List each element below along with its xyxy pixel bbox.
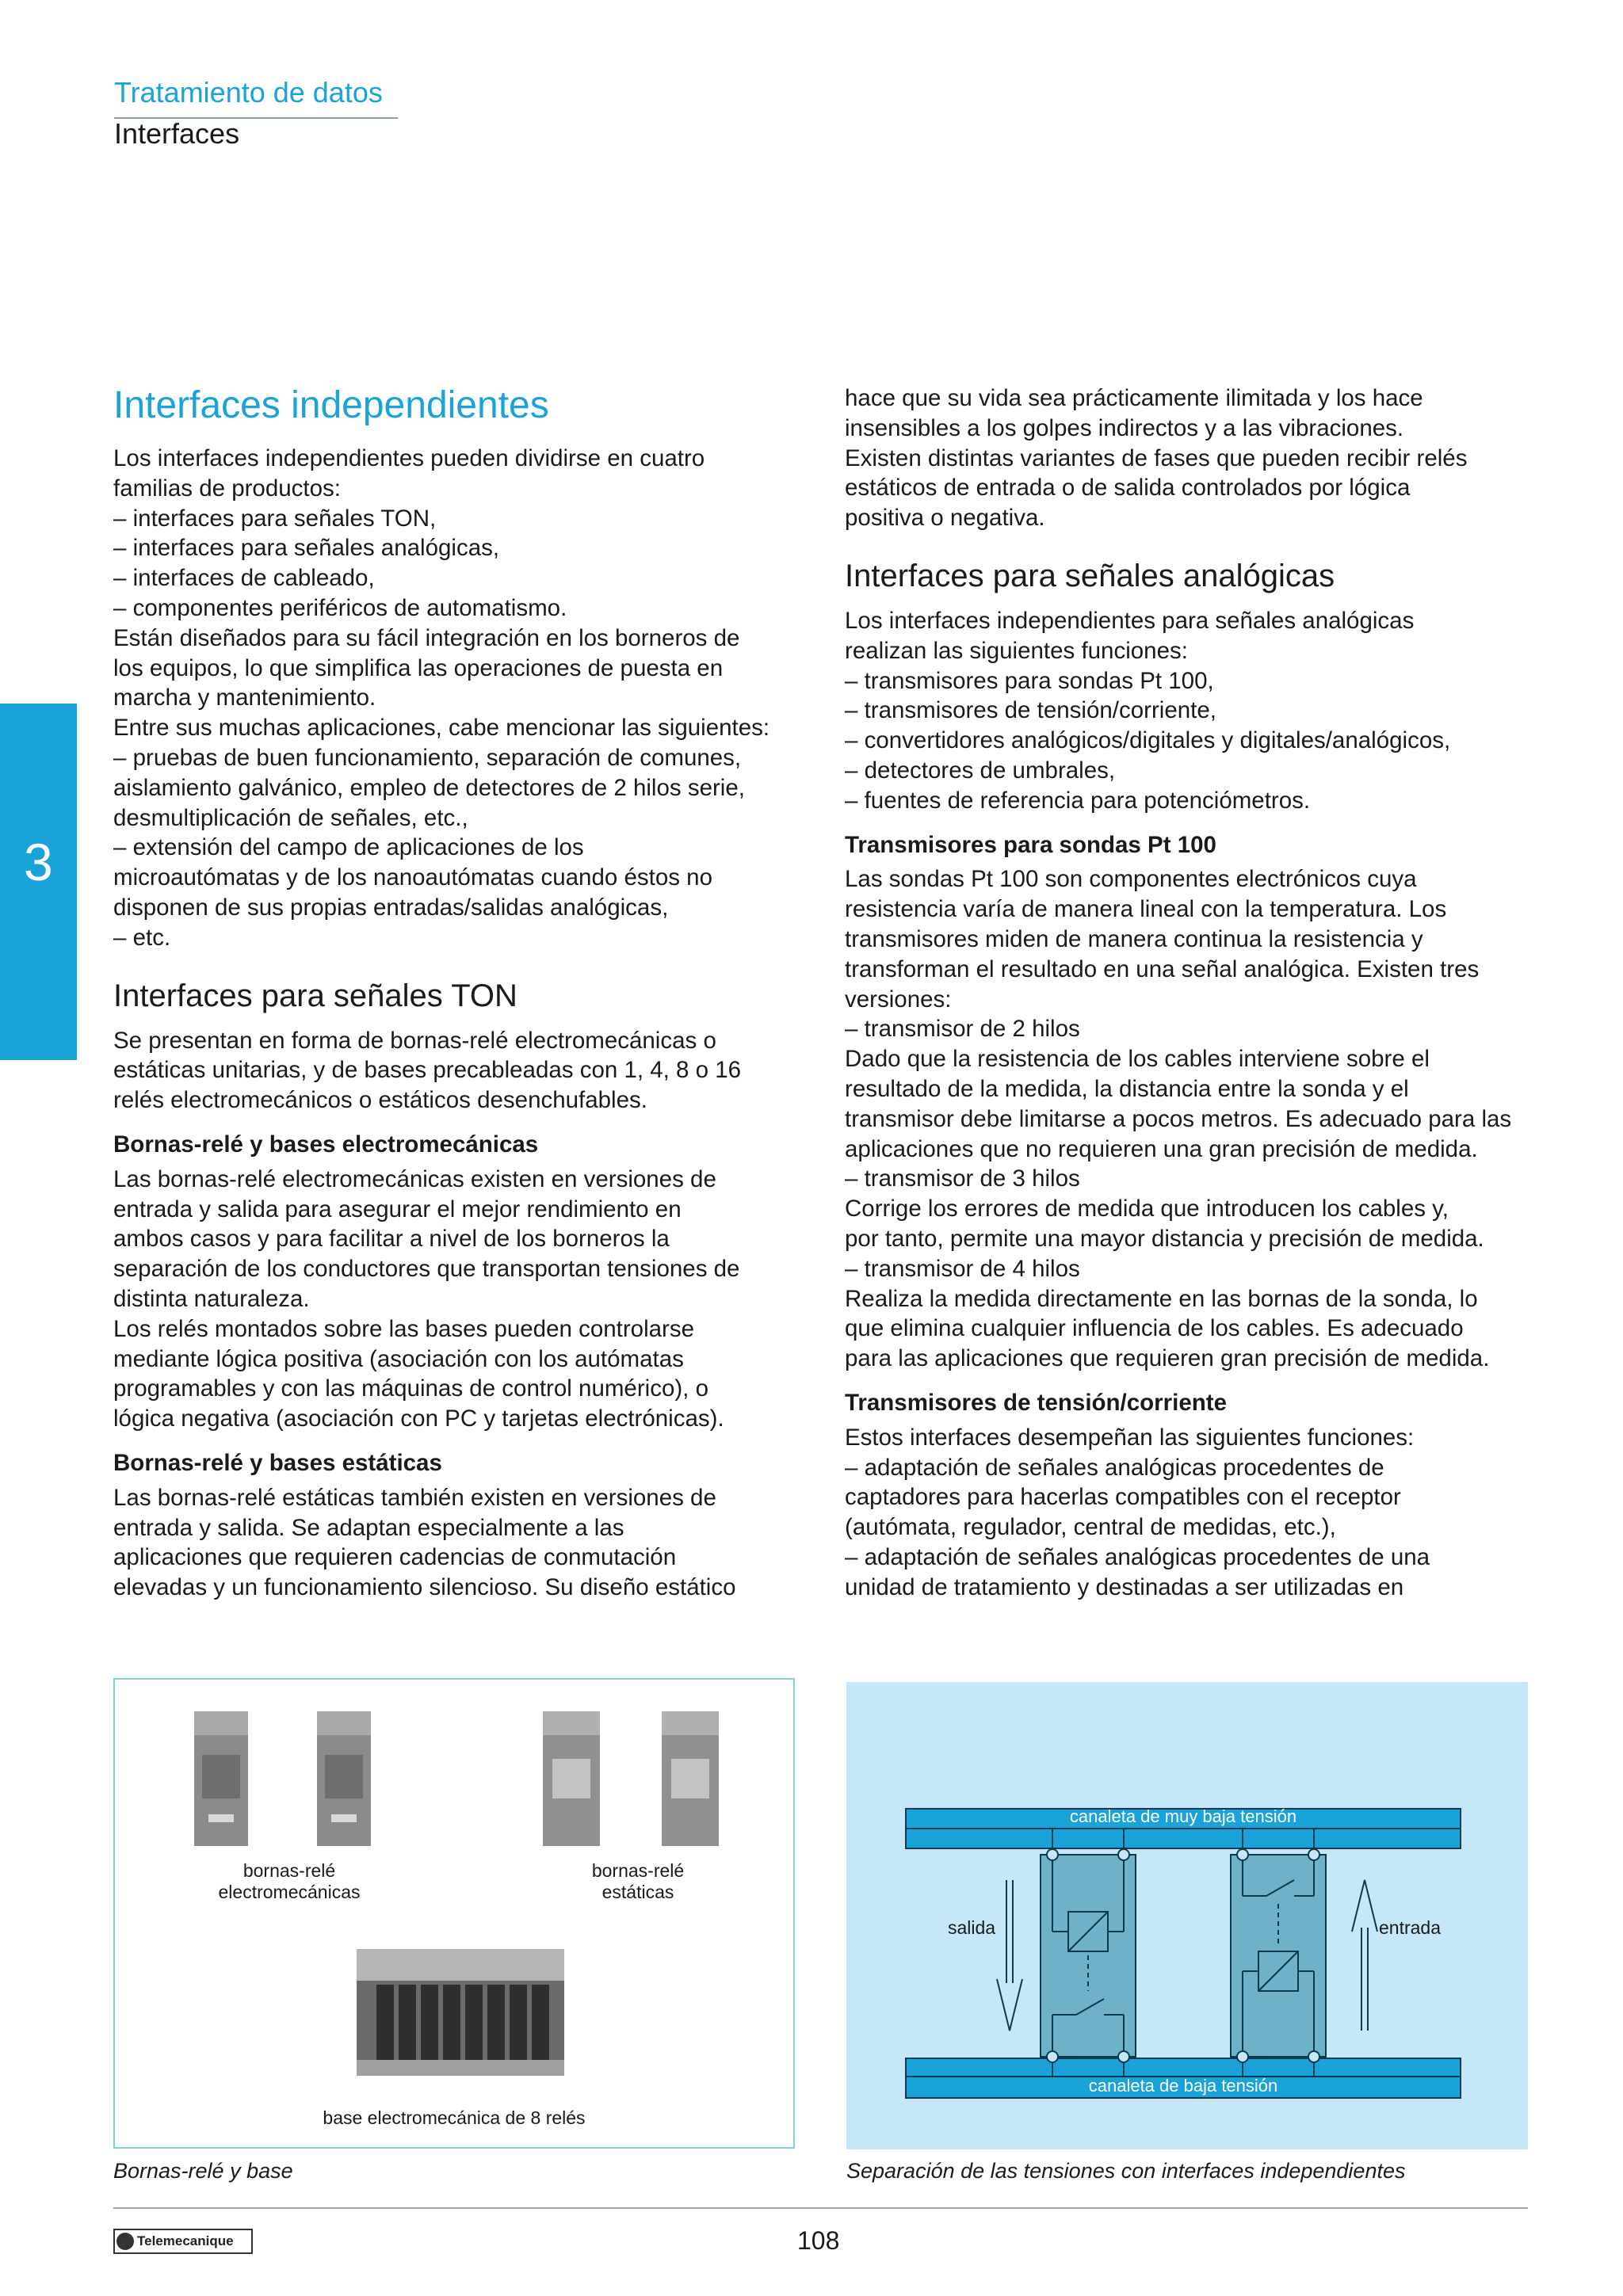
- text-line: Los interfaces independientes pueden dividirse en cuatro: [113, 445, 705, 471]
- footer-divider: [113, 2207, 1528, 2209]
- text-line: – transmisores de tensión/corriente,: [845, 697, 1216, 724]
- text-line: Las bornas-relé estáticas también existen en versiones de: [113, 1484, 716, 1511]
- text-line: elevadas y un funcionamiento silencioso. Su diseño estático: [113, 1574, 736, 1601]
- input-arrow-icon: [1352, 1880, 1377, 2031]
- text-line: Realiza la medida directamente en las bornas de la sonda, lo: [845, 1285, 1478, 1312]
- text-line: hace que su vida sea prácticamente ilimitada y los hace: [845, 385, 1423, 411]
- text-line: – pruebas de buen funcionamiento, separación de comunes,: [113, 744, 742, 771]
- text-line: Entre sus muchas aplicaciones, cabe mencionar las siguientes:: [113, 715, 770, 742]
- text-line: los equipos, lo que simplifica las operaciones de puesta en: [113, 654, 724, 681]
- text-line: Las bornas-relé electromecánicas existen en versiones de: [113, 1165, 716, 1192]
- figure-right-caption: Separación de las tensiones con interfaces independientes: [846, 2159, 1406, 2183]
- text-line: Las sondas Pt 100 son componentes electrónicos cuya: [845, 866, 1417, 893]
- text-line: – componentes periféricos de automatismo.: [113, 594, 567, 621]
- main-heading: Interfaces independientes: [113, 384, 549, 426]
- static-paragraph: [113, 1483, 795, 1603]
- brand-mark-icon: [116, 2233, 134, 2250]
- output-interface: [1041, 1829, 1136, 2077]
- text-line: Los relés montados sobre las bases pueden controlarse: [113, 1315, 695, 1342]
- text-line: – interfaces de cableado,: [113, 565, 375, 592]
- text-line: lógica negativa (asociación con PC y tarjetas electrónicas).: [113, 1405, 724, 1432]
- text-line: disponen de sus propias entradas/salidas analógicas,: [113, 894, 669, 921]
- text-line: versiones:: [845, 986, 952, 1013]
- text-line: insensibles a los golpes indirectos y a las vibraciones.: [845, 414, 1404, 441]
- text-line: transmisor debe limitarse a pocos metros. Es adecuado para las: [845, 1105, 1512, 1132]
- text-line: programables y con las máquinas de control numérico), o: [113, 1375, 708, 1402]
- analog-paragraph: [845, 606, 1526, 816]
- continued-paragraph: [845, 383, 1526, 533]
- label-base: base electromecánica de 8 relés: [323, 2107, 586, 2128]
- text-line: Dado que la resistencia de los cables interviene sobre el: [845, 1046, 1430, 1073]
- chapter-number: 3: [24, 833, 53, 891]
- figure-left-caption: Bornas-relé y base: [113, 2159, 293, 2183]
- bottom-channel-label: canaleta de baja tensión: [1088, 2076, 1278, 2096]
- output-label: salida: [948, 1917, 996, 1938]
- text-line: – transmisor de 3 hilos: [845, 1165, 1080, 1192]
- text-line: separación de los conductores que transportan tensiones de: [113, 1256, 740, 1283]
- text-line: estáticos de entrada o de salida controlados por lógica: [845, 475, 1411, 502]
- text-line: Se presentan en forma de bornas-relé electromecánicas o: [113, 1027, 716, 1054]
- subsection-title: Interfaces: [114, 117, 240, 150]
- text-line: aplicaciones que no requieren una gran precisión de medida.: [845, 1135, 1478, 1162]
- right-column: [845, 383, 1526, 1602]
- text-line: resultado de la medida, la distancia entre la sonda y el: [845, 1075, 1409, 1102]
- text-line: – etc.: [113, 924, 171, 951]
- text-line: relés electromecánicos o estáticos desenchufables.: [113, 1087, 647, 1114]
- text-line: entrada y salida. Se adaptan especialmente a las: [113, 1514, 624, 1541]
- ton-paragraph: [113, 1026, 795, 1116]
- output-arrow-icon: [997, 1880, 1022, 2031]
- text-line: entrada y salida para asegurar el mejor rendimiento en: [113, 1196, 682, 1222]
- text-line: – convertidores analógicos/digitales y digitales/analógicos,: [845, 727, 1451, 754]
- tension-paragraph: [845, 1423, 1526, 1603]
- text-line: Están diseñados para su fácil integración en los borneros de: [113, 624, 740, 651]
- text-line: desmultiplicación de señales, etc.,: [113, 804, 468, 831]
- label-electromechanical: bornas-relé electromecánicas: [218, 1860, 361, 1902]
- text-line: – detectores de umbrales,: [845, 757, 1116, 784]
- text-line: resistencia varía de manera lineal con la temperatura. Los: [845, 896, 1447, 923]
- ton-heading: Interfaces para señales TON: [113, 978, 517, 1013]
- text-line: – transmisor de 4 hilos: [845, 1255, 1080, 1282]
- text-line: realizan las siguientes funciones:: [845, 637, 1188, 664]
- text-line: – interfaces para señales analógicas,: [113, 535, 500, 562]
- brand-logo: Telemecanique: [113, 2229, 253, 2254]
- electromechanical-relay-image: [194, 1711, 371, 1846]
- relay-figure: [113, 1678, 795, 2149]
- text-line: – fuentes de referencia para potenciómetros.: [845, 787, 1311, 814]
- text-line: captadores para hacerlas compatibles con el receptor: [845, 1484, 1401, 1511]
- section-title: Tratamiento de datos: [114, 76, 383, 109]
- text-line: estáticas unitarias, y de bases precableadas con 1, 4, 8 o 16: [113, 1057, 742, 1084]
- pt100-paragraph: [845, 864, 1526, 1374]
- text-line: familias de productos:: [113, 475, 341, 502]
- text-line: distinta naturaleza.: [113, 1285, 310, 1312]
- pt100-heading: Transmisores para sondas Pt 100: [845, 831, 1216, 858]
- text-line: por tanto, permite una mayor distancia y precisión de medida.: [845, 1225, 1484, 1252]
- text-line: unidad de tratamiento y destinadas a ser utilizadas en: [845, 1573, 1404, 1600]
- text-line: marcha y mantenimiento.: [113, 685, 376, 711]
- text-line: aplicaciones que requieren cadencias de conmutación: [113, 1544, 677, 1571]
- analog-heading: Interfaces para señales analógicas: [845, 558, 1335, 593]
- text-line: que elimina cualquier influencia de los cables. Es adecuado: [845, 1315, 1464, 1342]
- text-line: aislamiento galvánico, empleo de detectores de 2 hilos serie,: [113, 774, 745, 801]
- label-static: bornas-relé estáticas: [591, 1860, 685, 1902]
- text-line: mediante lógica positiva (asociación con los autómatas: [113, 1345, 684, 1372]
- left-column: [113, 383, 795, 1603]
- text-line: transforman el resultado en una señal analógica. Existen tres: [845, 955, 1480, 982]
- separation-diagram: [846, 1682, 1528, 2149]
- relay-base-image: [357, 1949, 564, 2076]
- top-channel-label: canaleta de muy baja tensión: [1069, 1806, 1297, 1826]
- intro-paragraph: [113, 444, 795, 953]
- input-interface: [1231, 1829, 1326, 2077]
- static-relay-image: [543, 1711, 719, 1846]
- text-line: Los interfaces independientes para señales analógicas: [845, 607, 1415, 634]
- text-line: – extensión del campo de aplicaciones de los: [113, 834, 584, 861]
- text-line: Corrige los errores de medida que introducen los cables y,: [845, 1196, 1449, 1222]
- text-line: – adaptación de señales analógicas procedentes de una: [845, 1543, 1430, 1570]
- text-line: – transmisores para sondas Pt 100,: [845, 667, 1214, 694]
- text-line: ambos casos y para facilitar a nivel de los borneros la: [113, 1226, 670, 1253]
- electro-heading: Bornas-relé y bases electromecánicas: [113, 1131, 539, 1158]
- text-line: microautómatas y de los nanoautómatas cuando éstos no: [113, 864, 712, 891]
- text-line: – transmisor de 2 hilos: [845, 1016, 1080, 1043]
- text-line: positiva o negativa.: [845, 505, 1045, 532]
- electro-paragraph: [113, 1165, 795, 1434]
- static-heading: Bornas-relé y bases estáticas: [113, 1449, 442, 1476]
- text-line: transmisores miden de manera continua la resistencia y: [845, 925, 1423, 952]
- text-line: Existen distintas variantes de fases que pueden recibir relés: [845, 444, 1468, 471]
- text-line: – interfaces para señales TON,: [113, 505, 437, 532]
- text-line: (autómata, regulador, central de medidas, etc.),: [845, 1514, 1336, 1541]
- page-number: 108: [797, 2226, 840, 2255]
- text-line: Estos interfaces desempeñan las siguientes funciones:: [845, 1424, 1415, 1451]
- tension-heading: Transmisores de tensión/corriente: [845, 1389, 1227, 1416]
- text-line: – adaptación de señales analógicas procedentes de: [845, 1454, 1384, 1481]
- input-label: entrada: [1379, 1917, 1442, 1938]
- text-line: para las aplicaciones que requieren gran precisión de medida.: [845, 1345, 1490, 1372]
- relay-photos: [115, 1680, 793, 2147]
